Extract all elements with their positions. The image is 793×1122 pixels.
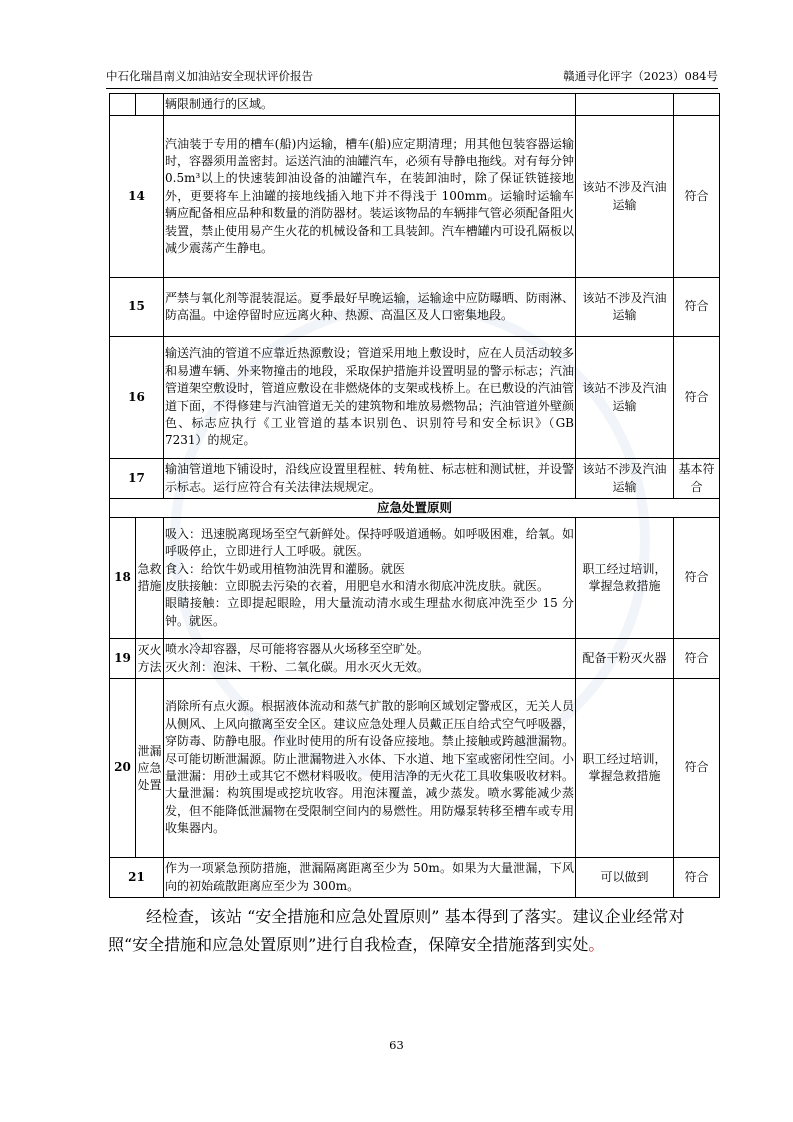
row-status: 该站不涉及汽油运输 bbox=[576, 278, 674, 337]
conclusion-text: 经检查，该站 “安全措施和应急处置原则” 基本得到了落实。建议企业经常对照“安全措施和应急处置原则”进行自我检查，保障安全措施落到实处 bbox=[108, 907, 685, 954]
row-status: 该站不涉及汽油运输 bbox=[576, 116, 674, 278]
row-number: 19 bbox=[110, 639, 136, 679]
table-row bbox=[110, 94, 720, 116]
table-row bbox=[110, 639, 720, 679]
table-row bbox=[110, 116, 720, 278]
row-status: 配备干粉灭火器 bbox=[576, 639, 674, 679]
row-text: 汽油装于专用的槽车(船)内运输，槽车(船)应定期清理；用其他包装容器运输时，容器须用盖密封。运送汽油的油罐汽车，必须有导静电拖线。对有每分钟 0.5m³以上的快速装卸油设备的油罐汽车，在装卸油时，除了保证铁链接地外，更要将车上油罐的接地线插入地下并不得浅于 100mm。运输时运输车辆应配备相应品种和数量的消防器材。装运该物品的车辆排气管必须配备阻火装置，禁止使用易产生火花的机械设备和工具装卸。汽车槽罐内可设孔隔板以减少震荡产生静电。 bbox=[164, 116, 576, 278]
row-status: 职工经过培训，掌握急救措施 bbox=[576, 679, 674, 858]
row-result: 符合 bbox=[674, 518, 720, 639]
table-row bbox=[110, 518, 720, 639]
table-row bbox=[110, 337, 720, 459]
row-result: 符合 bbox=[674, 337, 720, 459]
row-number: 18 bbox=[110, 518, 136, 639]
table-row bbox=[110, 278, 720, 337]
header-report-number: 赣通寻化评字（2023）084号 bbox=[563, 69, 718, 83]
row-status: 该站不涉及汽油运输 bbox=[576, 337, 674, 459]
row-status: 该站不涉及汽油运输 bbox=[576, 459, 674, 499]
row-category: 泄漏应急处置 bbox=[136, 679, 164, 858]
row-result: 符合 bbox=[674, 278, 720, 337]
section-title: 应急处置原则 bbox=[110, 499, 720, 518]
row-result: 符合 bbox=[674, 858, 720, 898]
table-row bbox=[110, 679, 720, 858]
row-result: 基本符合 bbox=[674, 459, 720, 499]
page-number: 63 bbox=[389, 1038, 404, 1052]
row-result: 符合 bbox=[674, 679, 720, 858]
row-category: 灭火方法 bbox=[136, 639, 164, 679]
row-text: 作为一项紧急预防措施，泄漏隔离距离至少为 50m。如果为大量泄漏，下风向的初始疏散距离应至少为 300m。 bbox=[164, 858, 576, 898]
row-status: 可以做到 bbox=[576, 858, 674, 898]
row-number: 17 bbox=[110, 459, 164, 499]
row-text: 严禁与氧化剂等混装混运。夏季最好早晚运输，运输途中应防曝晒、防雨淋、防高温。中途停留时应远离火种、热源、高温区及人口密集地段。 bbox=[164, 278, 576, 337]
row-number: 15 bbox=[110, 278, 164, 337]
row-number: 14 bbox=[110, 116, 164, 278]
row-number: 20 bbox=[110, 679, 136, 858]
row-result: 符合 bbox=[674, 639, 720, 679]
header-report-title: 中石化瑞昌南义加油站安全现状评价报告 bbox=[106, 69, 313, 83]
conclusion-paragraph bbox=[108, 903, 720, 959]
row-text: 输送汽油的管道不应靠近热源敷设；管道采用地上敷设时，应在人员活动较多和易遭车辆、外来物撞击的地段，采取保护措施并设置明显的警示标志；汽油管道架空敷设时，管道应敷设在非燃烧体的支架或栈桥上。在已敷设的汽油管道下面，不得修建与汽油管道无关的建筑物和堆放易燃物品；汽油管道外壁颜色、标志应执行《工业管道的基本识别色、识别符号和安全标识》（GB 7231）的规定。 bbox=[164, 337, 576, 459]
row-text: 吸入：迅速脱离现场至空气新鲜处。保持呼吸道通畅。如呼吸困难，给氧。如呼吸停止，立即进行人工呼吸。就医。 食入：给饮牛奶或用植物油洗胃和灌肠。就医 皮肤接触：立即脱去污染的衣着，用肥皂水和清水彻底冲洗皮肤。就医。 眼睛接触：立即提起眼睑，用大量流动清水或生理盐水彻底冲洗至少 15 分钟。就医。 bbox=[164, 518, 576, 639]
section-row bbox=[110, 499, 720, 518]
row-text: 消除所有点火源。根据液体流动和蒸气扩散的影响区域划定警戒区，无关人员从侧风、上风向撤离至安全区。建议应急处理人员戴正压自给式空气呼吸器，穿防毒、防静电服。作业时使用的所有设备应接地。禁止接触或跨越泄漏物。尽可能切断泄漏源。防止泄漏物进入水体、下水道、地下室或密闭性空间。小量泄漏：用砂土或其它不燃材料吸收。使用洁净的无火花工具收集吸收材料。大量泄漏：构筑围堤或挖坑收容。用泡沫覆盖，减少蒸发。喷水雾能减少蒸发，但不能降低泄漏物在受限制空间内的易燃性。用防爆泵转移至槽车或专用收集器内。 bbox=[164, 679, 576, 858]
row-text: 辆限制通行的区域。 bbox=[164, 94, 576, 116]
row-text: 输油管道地下铺设时，沿线应设置里程桩、转角桩、标志桩和测试桩，并设警示标志。运行应符合有关法律法规规定。 bbox=[164, 459, 576, 499]
conclusion-end-mark: 。 bbox=[588, 935, 605, 954]
row-text: 喷水冷却容器，尽可能将容器从火场移至空旷处。 灭火剂：泡沫、干粉、二氧化碳。用水灭火无效。 bbox=[164, 639, 576, 679]
row-category: 急救措施 bbox=[136, 518, 164, 639]
table-row bbox=[110, 459, 720, 499]
header-divider bbox=[106, 88, 718, 89]
row-status: 职工经过培训，掌握急救措施 bbox=[576, 518, 674, 639]
table-row bbox=[110, 858, 720, 898]
row-number: 21 bbox=[110, 858, 164, 898]
row-number: 16 bbox=[110, 337, 164, 459]
row-result: 符合 bbox=[674, 116, 720, 278]
page-header bbox=[106, 68, 718, 84]
safety-check-table bbox=[109, 93, 720, 898]
